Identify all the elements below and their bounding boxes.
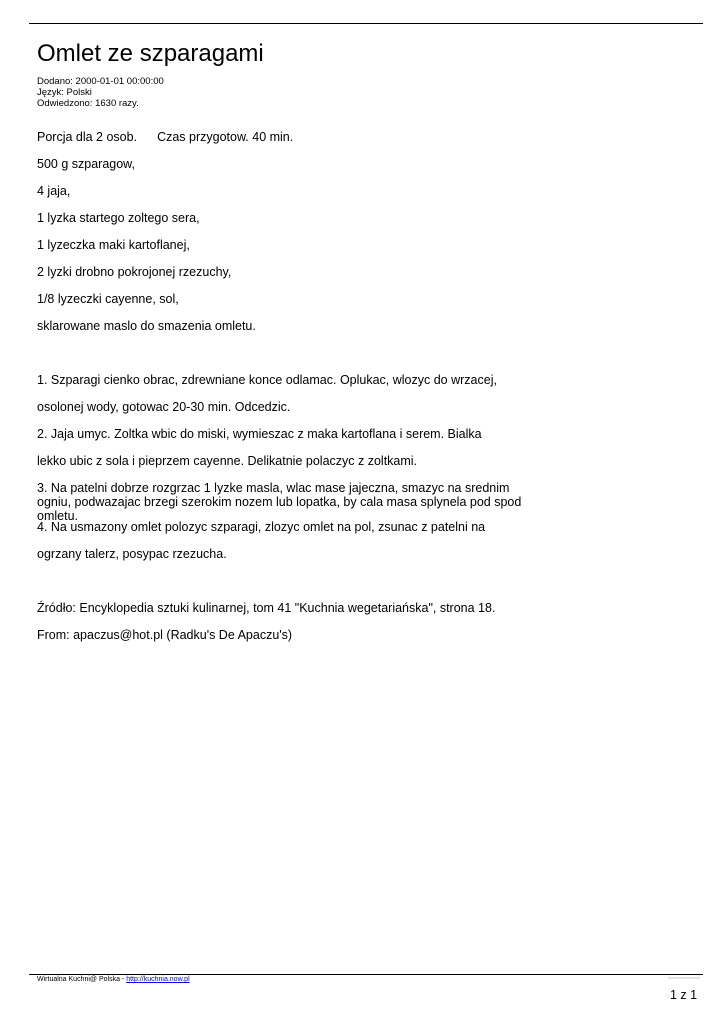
added-date: Dodano: 2000-01-01 00:00:00 (37, 76, 164, 87)
ingredient: 2 lyzki drobno pokrojonej rzezuchy, (37, 265, 232, 279)
step-line: osolonej wody, gotowac 20-30 min. Odcedzic. (37, 400, 291, 414)
page-number: 1 z 1 (670, 988, 698, 1002)
ingredient: 1 lyzeczka maki kartoflanej, (37, 238, 190, 252)
portion-line (37, 130, 293, 144)
step-line: 3. Na patelni dobrze rozgrzac 1 lyzke masla, wlac mase jajeczna, smazyc na srednim ogniu, podwazajac brzegi szerokim nozem lub lopatka, by cala masa splynela pod spod omletu. (37, 481, 522, 523)
ingredient: 500 g szparagow, (37, 157, 135, 171)
footer-mark (668, 977, 700, 979)
step-line: ogrzany talerz, posypac rzezucha. (37, 547, 227, 561)
recipe-meta (37, 76, 164, 109)
step-line: 1. Szparagi cienko obrac, zdrewniane konce odlamac. Oplukac, wlozyc do wrzacej, (37, 373, 497, 387)
ingredient: 1/8 lyzeczki cayenne, sol, (37, 292, 179, 306)
footer-site-name: Wirtualna Kuchni@ Polska - (37, 976, 127, 983)
header-rule (29, 23, 703, 24)
ingredient: 4 jaja, (37, 184, 71, 198)
visit-count: Odwiedzono: 1630 razy. (37, 98, 139, 109)
prep-time: Czas przygotow. 40 min. (157, 130, 294, 144)
author-line: From: apaczus@hot.pl (Radku's De Apaczu's) (37, 628, 293, 642)
step-line: 4. Na usmazony omlet polozyc szparagi, zlozyc omlet na pol, zsunac z patelni na (37, 520, 486, 534)
source-line: Źródło: Encyklopedia sztuki kulinarnej, tom 41 "Kuchnia wegetariańska", strona 18. (37, 601, 496, 615)
portion: Porcja dla 2 osob. (37, 130, 138, 144)
ingredient: sklarowane maslo do smazenia omletu. (37, 319, 256, 333)
step-line: 2. Jaja umyc. Zoltka wbic do miski, wymieszac z maka kartoflana i serem. Bialka (37, 427, 482, 441)
footer-rule (29, 974, 703, 975)
site-link[interactable]: http://kuchnia.now.pl (126, 976, 190, 983)
language: Język: Polski (37, 87, 92, 98)
footer-site (37, 976, 190, 983)
recipe-title: Omlet ze szparagami (37, 40, 264, 67)
ingredient: 1 lyzka startego zoltego sera, (37, 211, 200, 225)
step-line: lekko ubic z sola i pieprzem cayenne. Delikatnie polaczyc z zoltkami. (37, 454, 418, 468)
